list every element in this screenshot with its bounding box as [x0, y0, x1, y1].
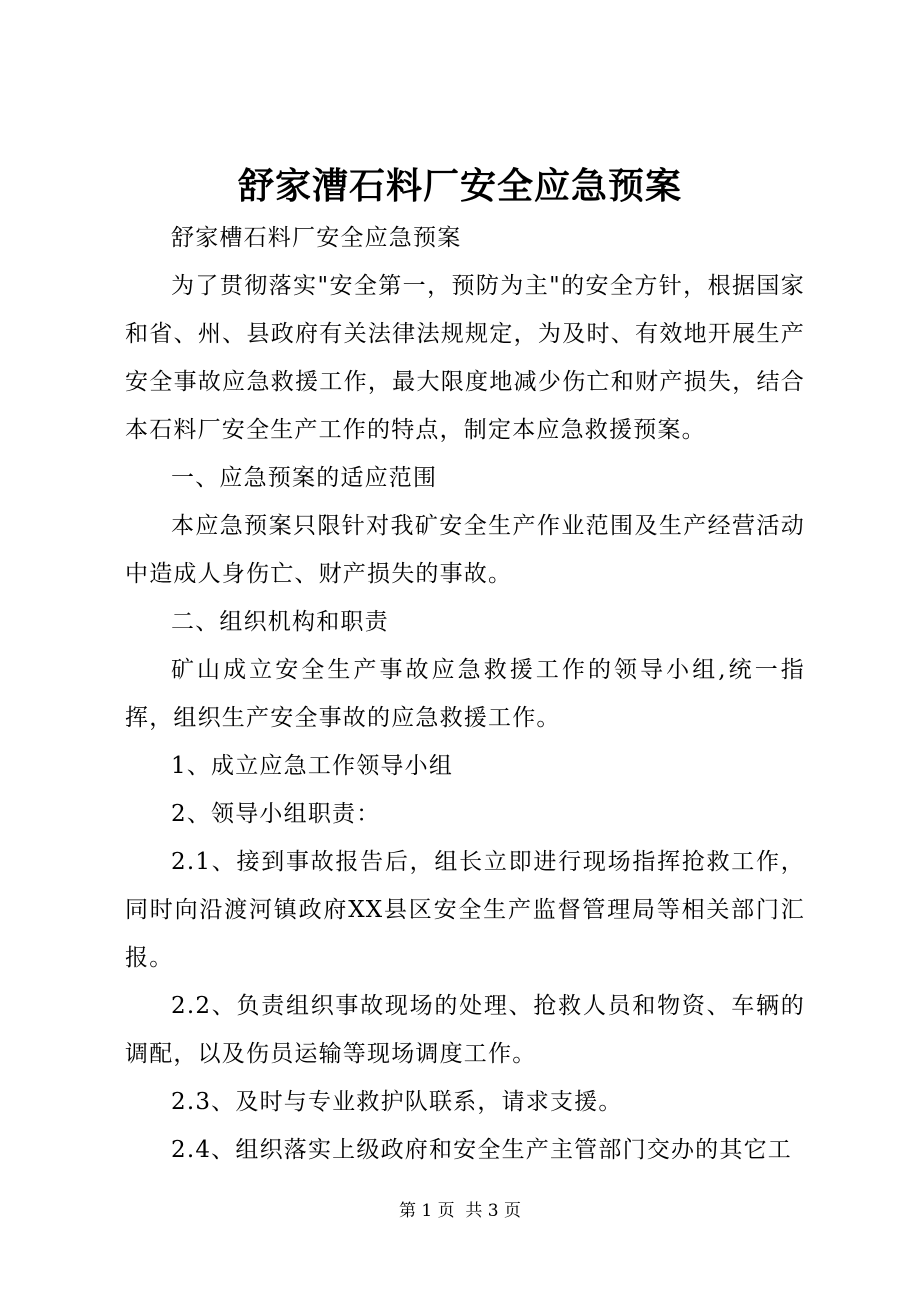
list-item-leadership-group: 1、成立应急工作领导小组 [171, 753, 454, 779]
paragraph-organization: 矿山成立安全生产事故应急救援工作的领导小组,统一指挥，组织生产安全事故的应急救援工作。 [125, 657, 805, 731]
document-title: 舒家漕石料厂安全应急预案 [237, 165, 682, 207]
list-item-duty-2-3: 2.3、及时与专业救护队联系，请求支援。 [171, 1089, 623, 1115]
section-heading-organization: 二、组织机构和职责 [171, 609, 389, 635]
paragraph-intro: 为了贯彻落实"安全第一，预防为主"的安全方针，根据国家和省、州、县政府有关法律法规规定，为及时、有效地开展生产安全事故应急救援工作，最大限度地减少伤亡和财产损失，结合本石料厂安全生产工作的特点，制定本应急救援预案。 [125, 273, 805, 443]
document-body [125, 214, 805, 1174]
list-item-duty-2-4: 2.4、组织落实上级政府和安全生产主管部门交办的其它工 [171, 1137, 792, 1163]
section-heading-scope: 一、应急预案的适应范围 [171, 465, 438, 491]
page-number-label: 第 1 页 共 3 页 [398, 1201, 522, 1221]
paragraph-subtitle: 舒家槽石料厂安全应急预案 [171, 225, 462, 251]
list-item-duty-2-2: 2.2、负责组织事故现场的处理、抢救人员和物资、车辆的调配，以及伤员运输等现场调度工作。 [125, 993, 805, 1067]
page-footer [0, 1198, 920, 1224]
list-item-leadership-duties: 2、领导小组职责： [171, 801, 381, 827]
list-item-duty-2-1: 2.1、接到事故报告后，组长立即进行现场指挥抢救工作，同时向沿渡河镇政府XX县区安全生产监督管理局等相关部门汇报。 [125, 849, 805, 971]
paragraph-scope: 本应急预案只限针对我矿安全生产作业范围及生产经营活动中造成人身伤亡、财产损失的事故。 [125, 513, 805, 587]
